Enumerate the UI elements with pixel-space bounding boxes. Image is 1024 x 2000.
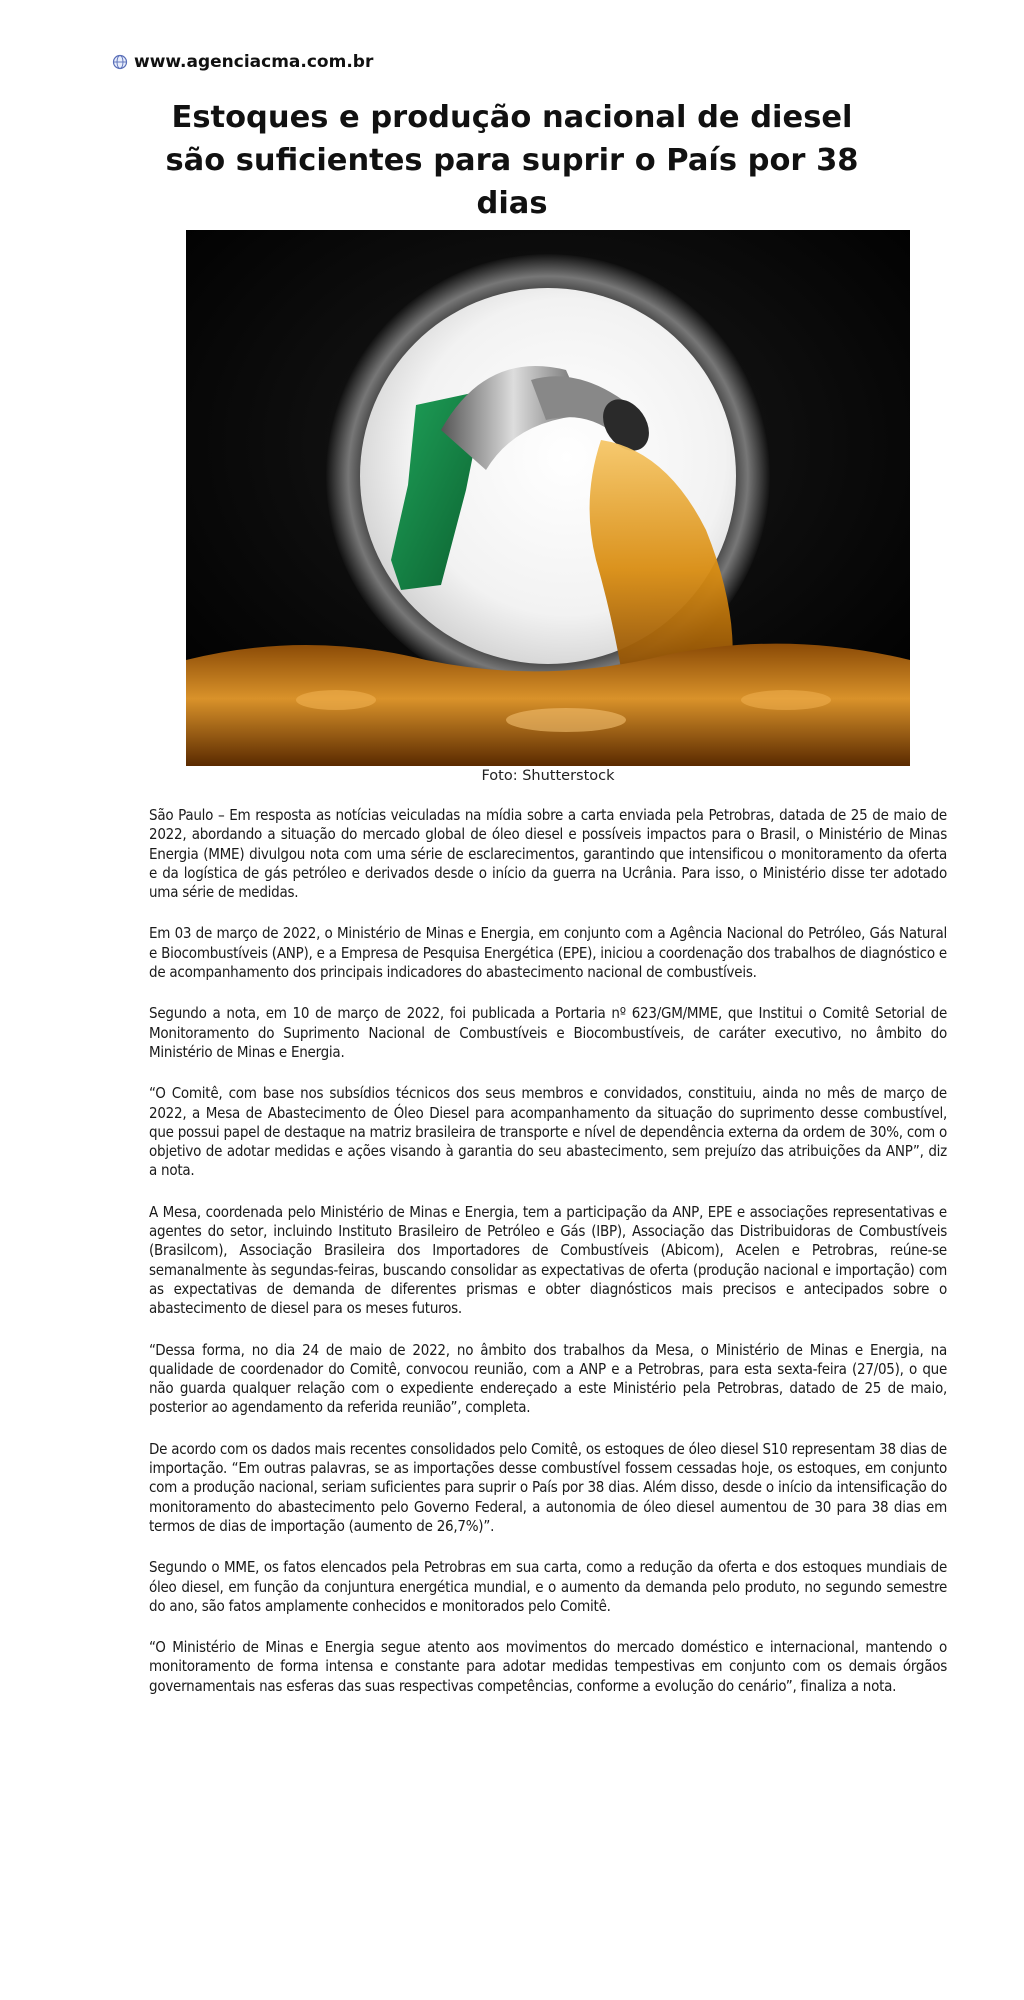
article-photo bbox=[186, 230, 910, 766]
paragraph: A Mesa, coordenada pelo Ministério de Minas e Energia, tem a participação da ANP, EPE e associações representativas e agentes do setor, incluindo Instituto Brasileiro de Petróleo e Gás (IBP), Associação das Distribuidoras de Combustíveis (Brasilcom), Associação Brasileira dos Importadores de Combustíveis (Abicom), Acelen e Petrobras, reúne-se semanalmente às segundas-feiras, buscando consolidar as expectativas de oferta (produção nacional e importação) com as expectativas de demanda de diferentes prismas e obter diagnósticos mais precisos e antecipados sobre o abastecimento de diesel para os meses futuros. bbox=[149, 1202, 947, 1318]
photo-caption: Foto: Shutterstock bbox=[481, 768, 615, 784]
source-url[interactable]: www.agenciacma.com.br bbox=[134, 52, 374, 72]
article-body bbox=[149, 806, 947, 1718]
paragraph: De acordo com os dados mais recentes consolidados pelo Comitê, os estoques de óleo diesel S10 representam 38 dias de importação. “Em outras palavras, se as importações desse combustível fossem cessadas hoje, os estoques, em conjunto com a produção nacional, seriam suficientes para suprir o País por 38 dias. Além disso, desde o início da intensificação do monitoramento do abastecimento pelo Governo Federal, a autonomia de óleo diesel aumentou de 30 para 38 dias em termos de dias de importação (aumento de 26,7%)”. bbox=[149, 1439, 947, 1535]
fuel-pump-illustration bbox=[186, 230, 910, 766]
article-title: Estoques e produção nacional de diesel são suficientes para suprir o País por 38 dias bbox=[165, 100, 859, 221]
paragraph: “O Ministério de Minas e Energia segue atento aos movimentos do mercado doméstico e internacional, mantendo o monitoramento de forma intensa e constante para adotar medidas tempestivas em conjunto com os demais órgãos governamentais nas esferas das suas respectivas competências, conforme a evolução do cenário”, finaliza a nota. bbox=[149, 1638, 947, 1695]
paragraph: Segundo o MME, os fatos elencados pela Petrobras em sua carta, como a redução da oferta e dos estoques mundiais de óleo diesel, em função da conjuntura energética mundial, e o aumento da demanda pelo produto, no segundo semestre do ano, são fatos amplamente conhecidos e monitorados pelo Comitê. bbox=[149, 1558, 947, 1615]
paragraph: “O Comitê, com base nos subsídios técnicos dos seus membros e convidados, constituiu, ainda no mês de março de 2022, a Mesa de Abastecimento de Óleo Diesel para acompanhamento da situação do suprimento desse combustível, que possui papel de destaque na matriz brasileira de transporte e nível de dependência externa da ordem de 30%, com o objetivo de adotar medidas e ações visando à garantia do seu abastecimento, sem prejuízo das atribuições da ANP”, diz a nota. bbox=[149, 1084, 947, 1180]
paragraph: São Paulo – Em resposta as notícias veiculadas na mídia sobre a carta enviada pela Petrobras, datada de 25 de maio de 2022, abordando a situação do mercado global de óleo diesel e possíveis impactos para o Brasil, o Ministério de Minas Energia (MME) divulgou nota com uma série de esclarecimentos, garantindo que intensificou o monitoramento da oferta e da logística de gás petróleo e derivados desde o início da guerra na Ucrânia. Para isso, o Ministério disse ter adotado uma série de medidas. bbox=[149, 806, 947, 902]
globe-icon bbox=[112, 54, 128, 70]
paragraph: Segundo a nota, em 10 de março de 2022, foi publicada a Portaria nº 623/GM/MME, que Institui o Comitê Setorial de Monitoramento do Suprimento Nacional de Combustíveis e Biocombustíveis, de caráter executivo, no âmbito do Ministério de Minas e Energia. bbox=[149, 1004, 947, 1061]
paragraph: “Dessa forma, no dia 24 de maio de 2022, no âmbito dos trabalhos da Mesa, o Ministério de Minas e Energia, na qualidade de coordenador do Comitê, convocou reunião, com a ANP e a Petrobras, para esta sexta-feira (27/05), o que não guarda qualquer relação com o expediente endereçado a este Ministério pela Petrobras, datado de 25 de maio, posterior ao agendamento da referida reunião”, completa. bbox=[149, 1340, 947, 1417]
paragraph: Em 03 de março de 2022, o Ministério de Minas e Energia, em conjunto com a Agência Nacional do Petróleo, Gás Natural e Biocombustíveis (ANP), e a Empresa de Pesquisa Energética (EPE), iniciou a coordenação dos trabalhos de diagnóstico e de acompanhamento dos principais indicadores do abastecimento nacional de combustíveis. bbox=[149, 924, 947, 982]
source-header bbox=[112, 52, 373, 72]
